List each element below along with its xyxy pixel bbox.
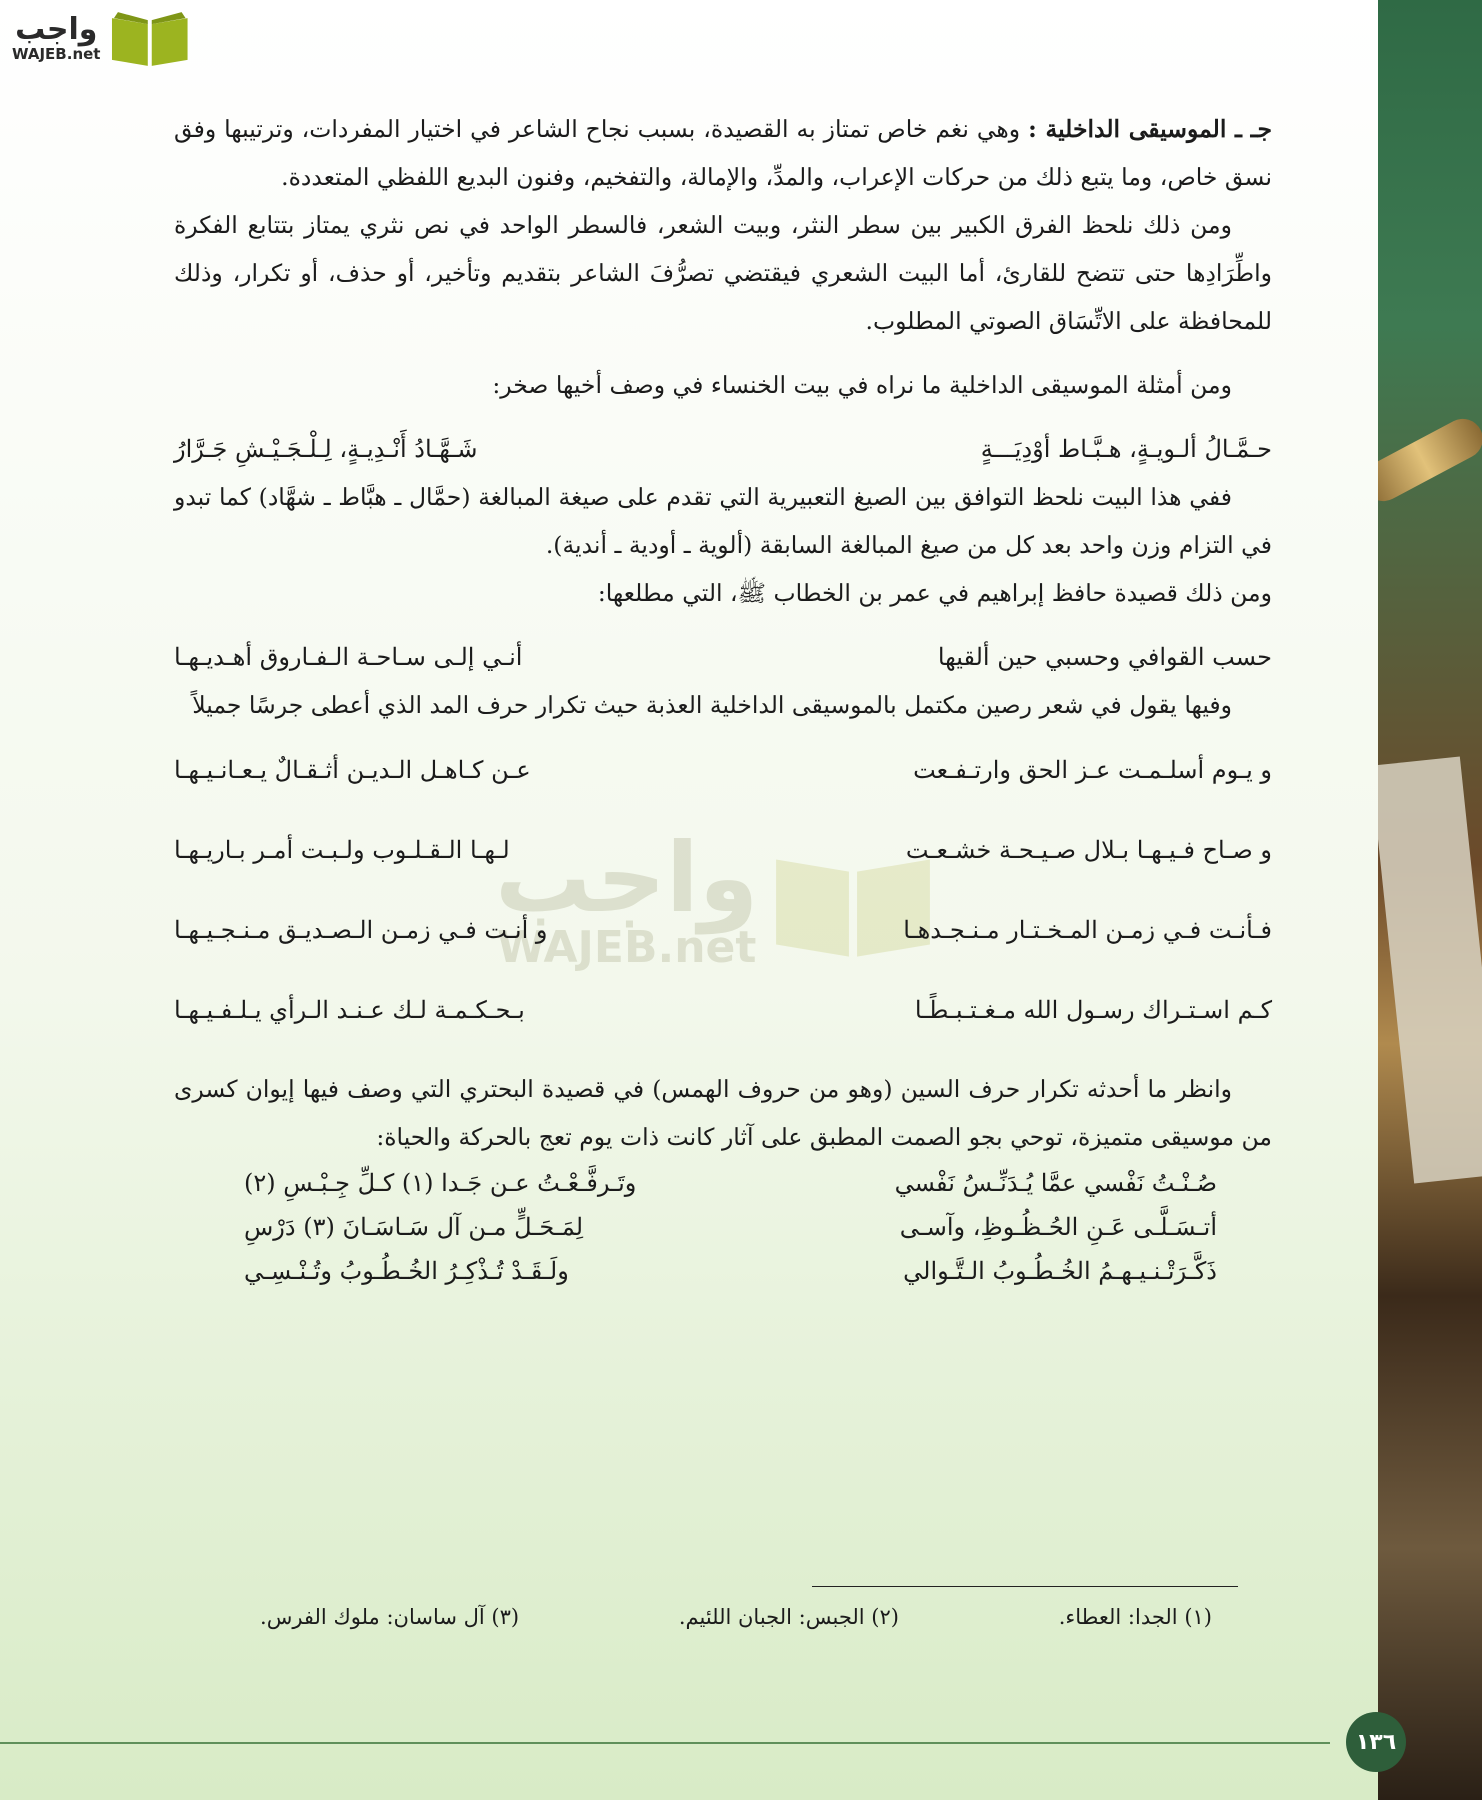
verse-right-hemistich: صُـنْـتُ نَفْسي عمَّا يُـدَنِّـسُ نَفْسي [894, 1169, 1217, 1197]
verse-khansa [174, 425, 1272, 473]
verse-left-hemistich: وتَـرفَّـعْـتُ عـن جَـدا (١) كـلِّ جِـبْـسِ (٢) [244, 1169, 637, 1197]
verse-line [174, 1249, 1272, 1293]
verse-right-hemistich: و يـوم أسلـمـت عـز الحق وارتـفـعت [913, 756, 1272, 784]
paragraph-5: ومن ذلك قصيدة حافظ إبراهيم في عمر بن الخطاب ﷺ، التي مطلعها: [597, 579, 1272, 607]
paragraph-4: ففي هذا البيت نلحظ التوافق بين الصيغ التعبيرية التي تقدم على صيغة المبالغة (حمَّال ـ هبَّاط ـ شهَّاد) كما تبدو في التزام وزن واحد بعد كل من صيغ المبالغة السابقة (ألوية ـ أودية ـ أندية). [174, 483, 1272, 559]
pen-nib-decoration [1378, 412, 1482, 508]
verse-right-hemistich: حـمَّـالُ ألـويـةٍ، هـبَّـاط أوْدِيَـــةٍ [980, 435, 1272, 463]
watermark-latin: WAJEB.net [496, 922, 757, 973]
verse-right-hemistich: فـأنـت فـي زمـن المـخـتـار مـنـجـدهـا [903, 916, 1272, 944]
decorative-sidebar-image [1378, 0, 1482, 1800]
verse-left-hemistich: لـهـا الـقـلـوب ولـبـت أمـر بـاريـهـا [174, 836, 510, 864]
verses-buhturi [174, 1161, 1272, 1293]
footnotes [260, 1605, 1212, 1629]
verse-left-hemistich: بـحـكـمـة لـك عـنـد الـرأي يـلـفـيـهـا [174, 996, 525, 1024]
verse-line [174, 905, 1272, 985]
footnote-3: (٣) آل ساسان: ملوك الفرس. [260, 1605, 520, 1629]
footnote-2: (٢) الجبس: الجبان اللئيم. [678, 1605, 899, 1629]
paragraph-7: وانظر ما أحدثه تكرار حرف السين (وهو من حروف الهمس) في قصيدة البحتري التي وصف فيها إيوان كسرى من موسيقى متميزة، توحي بجو الصمت المطبق على آثار كانت ذات يوم تعج بالحركة والحياة: [174, 1075, 1272, 1151]
paragraph-2: ومن ذلك نلحظ الفرق الكبير بين سطر النثر، وبيت الشعر، فالسطر الواحد في نص نثري يمتاز بتتابع الفكرة واطِّرَادِها حتى تتضح للقارئ، أما البيت الشعري فيقتضي تصرُّفَ الشاعر بتقديم وتأخير، أو حذف، أو تكرار، وذلك للمحافظة على الاتِّسَاق الصوتي المطلوب. [174, 211, 1272, 335]
open-book-icon [108, 8, 192, 68]
site-logo[interactable] [12, 6, 192, 70]
logo-latin: WAJEB.net [12, 44, 101, 63]
logo-text [12, 11, 101, 63]
verse-left-hemistich: أنـي إلـى سـاحـة الـفـاروق أهـديـهـا [174, 643, 523, 671]
verse-right-hemistich: أتـسَـلَّـى عَـنِ الحُـظُـوظِ، وآسـى [899, 1213, 1217, 1241]
footnote-divider [812, 1586, 1238, 1587]
verse-left-hemistich: عـن كـاهـل الـديـن أثـقـالٌ يـعـانـيـهـا [174, 756, 531, 784]
footnote-1: (١) الجدا: العطاء. [1058, 1605, 1212, 1629]
logo-arabic: واجب [15, 11, 98, 47]
paragraph-3: ومن أمثلة الموسيقى الداخلية ما نراه في بيت الخنساء في وصف أخيها صخر: [492, 371, 1232, 399]
section-heading: جـ ـ الموسيقى الداخلية : [1028, 115, 1272, 143]
verse-line [174, 825, 1272, 905]
bottom-rule [0, 1742, 1330, 1744]
watermark-arabic: واجب [495, 822, 759, 934]
verse-line [174, 745, 1272, 825]
verse-line [174, 1205, 1272, 1249]
page-number: ١٣٦ [1346, 1712, 1406, 1772]
verse-left-hemistich: شَـهَّـادُ أَنْـدِيـةٍ، لِـلْـجَـيْـشِ جَـرَّارُ [174, 435, 478, 463]
verse-left-hemistich: ولَـقَـدْ تُـذْكِـرُ الخُـطُـوبُ وتُـنْـسِـي [244, 1257, 569, 1285]
verse-right-hemistich: كـم اسـتـراك رسـول الله مـغـتـبـطًـا [914, 996, 1272, 1024]
verse-left-hemistich: لِمَـحَـلٍّ مـن آل سَـاسَـانَ (٣) دَرْسِ [244, 1213, 584, 1241]
verse-line [174, 985, 1272, 1065]
paper-decoration [1378, 756, 1482, 1183]
verse-hafez-opening [174, 633, 1272, 681]
paragraph-6: وفيها يقول في شعر رصين مكتمل بالموسيقى الداخلية العذبة حيث تكرار حرف المد الذي أعطى جرسًا جميلاً [192, 691, 1232, 719]
verse-line [174, 1161, 1272, 1205]
verses-hafez [174, 745, 1272, 1065]
verse-right-hemistich: ذَكَّـرَتْـنـيـهـمُ الخُـطُـوبُ الـتَّـوالي [903, 1257, 1217, 1285]
verse-left-hemistich: و أنـت فـي زمـن الـصـديـق مـنـجـيـهـا [174, 916, 548, 944]
verse-right-hemistich: حسب القوافي وحسبي حين ألقيها [937, 643, 1272, 671]
verse-right-hemistich: و صـاح فـيـهـا بـلال صـيـحـة خشـعـت [905, 836, 1272, 864]
intro-text: وهي نغم خاص تمتاز به القصيدة، بسبب نجاح الشاعر في اختيار المفردات، وترتيبها وفق نسق خاص، وما يتبع ذلك من حركات الإعراب، والمدِّ، والإمالة، والتفخيم، وفنون البديع اللفظي المتعددة. [174, 115, 1272, 191]
intro-paragraph [174, 105, 1272, 201]
page-content [174, 105, 1272, 1293]
